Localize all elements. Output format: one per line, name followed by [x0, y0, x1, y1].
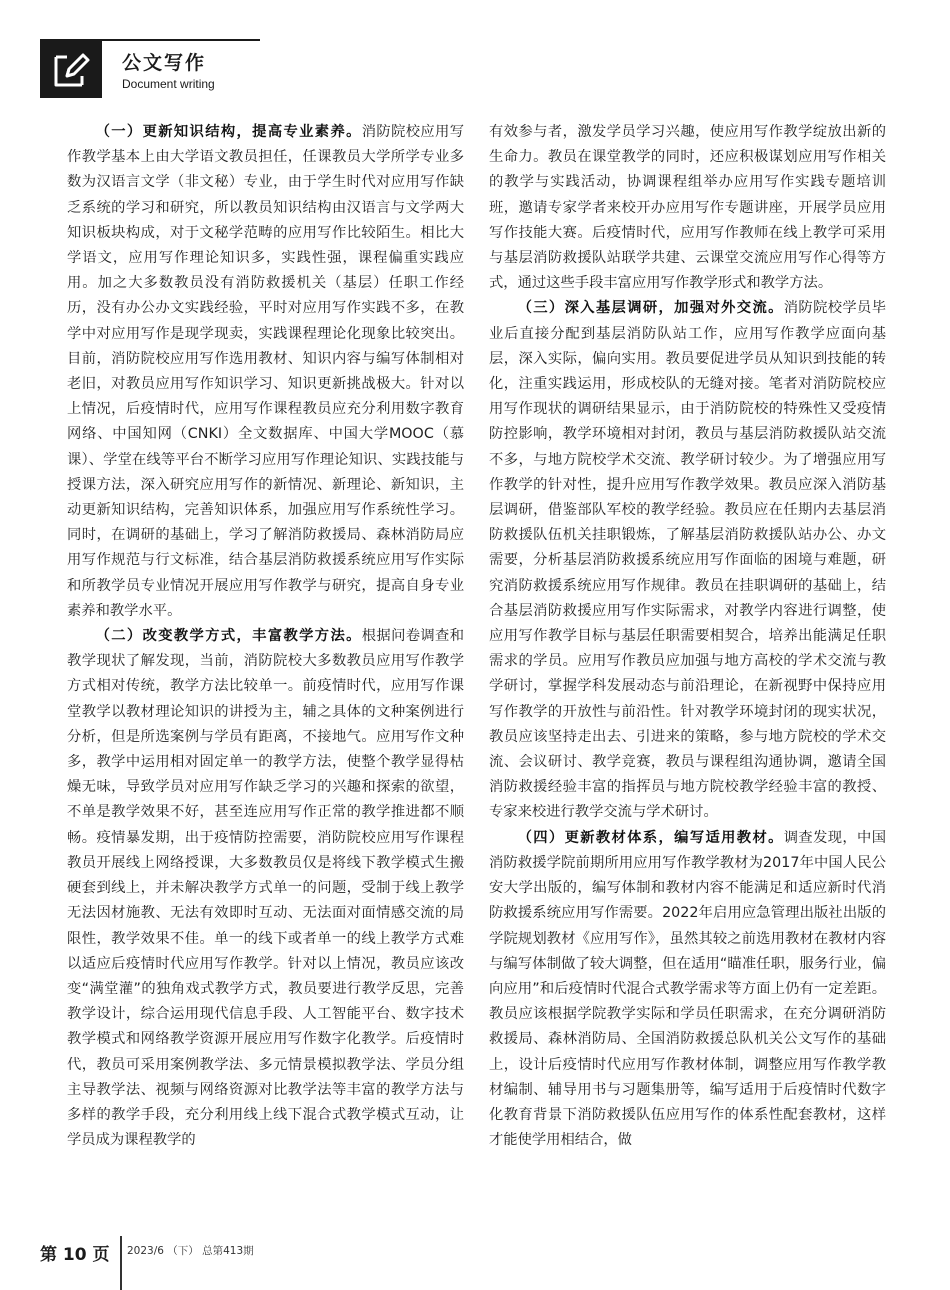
section-logo [40, 39, 102, 98]
paragraph-2-heading: （二）改变教学方式，丰富教学方法。 [95, 628, 362, 645]
page-number: 第 10 页 [40, 1245, 110, 1265]
paragraph-3 [489, 296, 886, 825]
paragraph-2-body: 根据问卷调查和教学现状了解发现，当前，消防院校大多数教员应用写作教学方式相对传统，教学方法比较单一。前疫情时代，应用写作课堂教学以教材理论知识的讲授为主，辅之具体的文种案例进行分析，但是所选案例与学员有距离，不接地气。应用写作文种多，教学中运用相对固定单一的教学方法，使整个教学显得枯燥无味，导致学员对应用写作缺乏学习的兴趣和探索的欲望，不单是教学效果不好，甚至连应用写作正常的教学推进都不顺畅。疫情暴发期，出于疫情防控需要，消防院校应用写作课程教员开展线上网络授课，大多数教员仅是将线下教学模式生搬硬套到线上，并未解决教学方式单一的问题，受制于线上教学无法因材施教、无法有效即时互动、无法面对面情感交流的局限性，教学效果不佳。单一的线下或者单一的线上教学方式难以适应后疫情时代应用写作教学。针对以上情况，教员应该改变“满堂灌”的独角戏式教学方式，教员要进行教学反思，完善教学设计，综合运用现代信息手段、人工智能平台、数字技术教学模式和网络教学资源开展应用写作数字化教学。后疫情时代，教员可采用案例教学法、多元情景模拟教学法、学员分组主导教学法、视频与网络资源对比教学法等丰富的教学方法与多样的教学手段，充分利用线上线下混合式教学模式互动，让学员成为课程教学的 [67, 628, 464, 1149]
paragraph-4-heading: （四）更新教材体系，编写适用教材。 [517, 829, 784, 846]
paragraph-2-continued: 有效参与者，激发学员学习兴趣，使应用写作教学绽放出新的生命力。教员在课堂教学的同时，还应积极谋划应用写作相关的教学与实践活动，协调课程组举办应用写作实践专题培训班，邀请专家学者来校开办应用写作专题讲座，开展学员应用写作技能大赛。后疫情时代，应用写作教师在线上教学可采用与基层消防救援队站联学共建、云课堂交流应用写作心得等方式，通过这些手段丰富应用写作教学形式和教学方法。 [489, 124, 886, 292]
header-rule [102, 39, 260, 41]
paragraph-4-body: 调查发现，中国消防救援学院前期所用应用写作教学教材为2017年中国人民公安大学出版的，编写体制和教材内容不能满足和适应新时代消防救援系统应用写作需要。2022年启用应急管理出版社出版的学院规划教材《应用写作》，虽然其较之前选用教材在教材内容与编写体制做了较大调整，但在适用“瞄准任职，服务行业，偏向应用”和后疫情时代混合式教学需求等方面上仍有一定差距。教员应该根据学院教学实际和学员任职需求，在充分调研消防救援局、森林消防局、全国消防救援总队机关公文写作的基础上，设计后疫情时代应用写作教材体制，调整应用写作教学教材编制、辅导用书与习题集册等，编写适用于后疫情时代数字化教育背景下消防救援队伍应用写作的体系性配套教材，这样才能使学用相结合，做 [489, 829, 886, 1149]
page-footer [40, 1236, 440, 1290]
section-header [40, 39, 260, 99]
paragraph-1-heading: （一）更新知识结构，提高专业素养。 [95, 124, 362, 140]
paragraph-1-body: 消防院校应用写作教学基本上由大学语文教员担任，任课教员大学所学专业多数为汉语言文学（非文秘）专业，由于学生时代对应用写作缺乏系统的学习和研究，所以教员知识结构由汉语言与文学两大知识板块构成，对于文秘学范畴的应用写作比较陌生。相比大学语文，应用写作理论知识多，实践性强，课程偏重实践应用。加之大多数教员没有消防救援机关（基层）任职工作经历，没有办公办文实践经验，平时对应用写作实践不多，在教学中对应用写作是现学现卖，实践课程理论化现象比较突出。目前，消防院校应用写作选用教材、知识内容与编写体制相对老旧，对教员应用写作知识学习、知识更新挑战极大。针对以上情况，后疫情时代，应用写作课程教员应充分利用数字教育网络、中国知网（CNKI）全文数据库、中国大学MOOC（慕课）、学堂在线等平台不断学习应用写作理论知识、实践技能与授课方法，深入研究应用写作的新情况、新理论、新知识，主动更新知识结构，完善知识体系，加强应用写作系统性学习。同时，在调研的基础上，学习了解消防救援局、森林消防局应用写作规范与行文标准，结合基层消防救援系统应用写作实际和所教学员专业情况开展应用写作教学与研究，提高自身专业素养和教学水平。 [67, 124, 464, 619]
paragraph-3-heading: （三）深入基层调研，加强对外交流。 [517, 300, 784, 317]
left-column [67, 120, 464, 1205]
right-column [489, 120, 886, 1205]
section-title: 公文写作 [122, 52, 207, 74]
pen-writing-icon [50, 48, 92, 90]
paragraph-3-body: 消防院校学员毕业后直接分配到基层消防队站工作，应用写作教学应面向基层，深入实际，偏向实用。教员要促进学员从知识到技能的转化，注重实践运用，形成校队的无缝对接。笔者对消防院校应用写作现状的调研结果显示，由于消防院校的特殊性又受疫情防控影响，教学环境相对封闭，教员与基层消防救援队站交流不多，与地方院校学术交流、教学研讨较少。为了增强应用写作教学的针对性，提升应用写作教学效果。教员应深入消防基层调研，借鉴部队军校的教学经验。教员应在任期内去基层消防救援队伍机关挂职锻炼，了解基层消防救援队站办公、办文需要，分析基层消防救援系统应用写作面临的困境与难题，研究消防救援系统应用写作规律。教员在挂职调研的基础上，结合基层消防救援应用写作实际需求，对教学内容进行调整，使应用写作教学目标与基层任职需要相契合，培养出能满足任职需求的学员。应用写作教员应加强与地方高校的学术交流与教学研讨，掌握学科发展动态与前沿理论，在新视野中保持应用写作教学的开放性与前沿性。针对教学环境封闭的现实状况，教员应该坚持走出去、引进来的策略，参与地方院校的学术交流、会议研讨、教学竞赛，教员与课程组沟通协调，邀请全国消防救援经验丰富的指挥员与地方院校教学经验丰富的教授、专家来校进行教学交流与学术研讨。 [489, 300, 886, 821]
section-subtitle: Document writing [122, 77, 215, 91]
footer-rule [120, 1236, 122, 1290]
paragraph-2 [67, 624, 464, 1153]
issue-info: 2023/6 （下） 总第413期 [127, 1245, 254, 1257]
paragraph-4 [489, 826, 886, 1154]
paragraph-1 [67, 120, 464, 624]
